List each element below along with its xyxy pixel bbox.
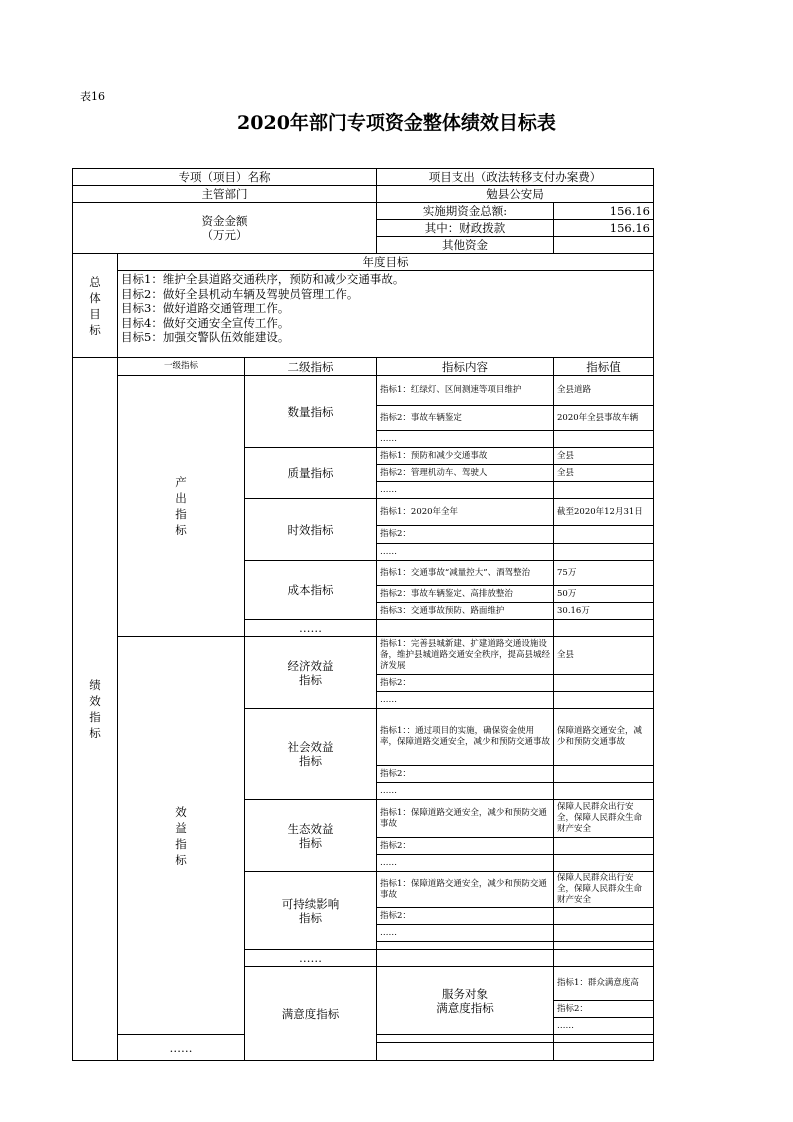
year-goal-label: 年度目标 [118,254,654,271]
indicator-value [554,1043,654,1061]
project-label: 专项（项目）名称 [73,169,377,186]
indicator-value [554,908,654,925]
indicator-content: 指标2： [377,675,554,692]
indicator-value: 2020年全县事故车辆 [554,406,654,431]
goal-item: 目标5：加强交警队伍效能建设。 [121,330,290,344]
fund-label-line2: （万元） [201,228,248,242]
indicator-value [554,620,654,637]
page-title: 2020年部门专项资金整体绩效目标表 [237,112,556,134]
output-more: …… [245,620,377,637]
dept-label: 主管部门 [73,186,377,203]
indicator-content [377,942,554,950]
indicator-content: …… [554,1018,654,1035]
indicator-content: …… [377,925,554,942]
indicator-value [554,526,654,544]
indicator-value [554,1035,654,1043]
goal-list [118,271,654,358]
indicator-value [554,431,654,448]
indicator-content: …… [377,783,554,800]
indicator-content: 指标2：管理机动车、驾驶人 [377,465,554,482]
indicator-value: 保障人民群众出行安全，保障人民群众生命财产安全 [554,872,654,908]
performance-table [72,168,654,1061]
indicator-value: 75万 [554,561,654,586]
indicator-content: 指标1：2020年全年 [377,499,554,526]
indicator-value [554,692,654,709]
total-value: 156.16 [554,203,654,220]
indicator-value [554,544,654,561]
sustainable-label: 可持续影响 指标 [245,872,377,950]
quantity-label: 数量指标 [245,376,377,448]
indicator-value [554,766,654,783]
finance-value: 156.16 [554,220,654,237]
goals-side-label: 总 体 目 标 [73,254,118,358]
satisfaction-label: 满意度指标 [245,967,377,1061]
timeliness-label: 时效指标 [245,499,377,561]
indicator-content: 指标1：保障道路交通安全，减少和预防交通事故 [377,800,554,838]
indicator-content [377,1043,554,1061]
goal-item: 目标1：维护全县道路交通秩序，预防和减少交通事故。 [121,272,405,286]
level1-header: 一级指标 [118,358,245,376]
indicator-content [377,950,554,967]
other-label: 其他资金 [377,237,554,254]
indicator-value: 全县 [554,637,654,675]
indicator-value: 保障人民群众出行安全，保障人民群众生命财产安全 [554,800,654,838]
indicator-content: 指标2： [377,908,554,925]
service-satisfaction-label: 服务对象 满意度指标 [377,967,554,1035]
satisfaction-more: …… [118,1035,245,1061]
goal-item: 目标2：做好全县机动车辆及驾驶员管理工作。 [121,286,359,301]
indicator-value [554,675,654,692]
benefit-more: …… [245,950,377,967]
content-header: 指标内容 [377,358,554,376]
table-number: 表16 [80,90,105,103]
indicator-value: 全县道路 [554,376,654,406]
indicator-content: 指标2： [377,838,554,855]
indicator-value: 全县 [554,465,654,482]
dept-value: 勉县公安局 [377,186,654,203]
indicator-content: 指标1：：通过项目的实施，确保资金使用率，保障道路交通安全，减少和预防交通事故 [377,709,554,766]
indicator-content: 指标1：完善县城新建、扩建道路交通设施设备，维护县城道路交通安全秩序，提高县城经济发展 [377,637,554,675]
level2-header: 二级指标 [245,358,377,376]
quality-label: 质量指标 [245,448,377,499]
indicator-content: …… [377,482,554,499]
indicator-content: 指标2： [377,526,554,544]
goal-item: 目标3：做好道路交通管理工作。 [121,301,290,315]
ecological-label: 生态效益 指标 [245,800,377,872]
fund-label [73,203,377,254]
indicator-content: 指标1：红绿灯、区间测速等项目维护 [377,376,554,406]
indicator-content [377,1035,554,1043]
indicator-content: 指标3：交通事故预防、路面维护 [377,603,554,620]
indicator-value [554,925,654,942]
indicator-value [554,950,654,967]
indicator-content: 指标2：事故车辆鉴定、高排放整治 [377,586,554,603]
indicator-value: 30.16万 [554,603,654,620]
indicator-content: 指标1：预防和减少交通事故 [377,448,554,465]
indicator-value: 保障道路交通安全，减少和预防交通事故 [554,709,654,766]
value-header: 指标值 [554,358,654,376]
indicator-value: 50万 [554,586,654,603]
indicator-content: 指标1：群众满意度高 [554,967,654,1001]
indicator-value: 截至2020年12月31日 [554,499,654,526]
total-label: 实施期资金总额: [377,203,554,220]
indicator-content: 指标2： [554,1001,654,1018]
finance-label: 其中：财政拨款 [377,220,554,237]
indicator-content: 指标2： [377,766,554,783]
other-value [554,237,654,254]
indicator-content [377,620,554,637]
indicator-content: …… [377,431,554,448]
indicator-content: …… [377,692,554,709]
project-value: 项目支出（政法转移支付办案费） [377,169,654,186]
indicator-value [554,838,654,855]
indicators-side-label: 绩 效 指 标 [73,358,118,1061]
cost-label: 成本指标 [245,561,377,620]
output-label: 产 出 指 标 [118,376,245,637]
indicator-content: 指标1：交通事故“减量控大”、酒驾整治 [377,561,554,586]
indicator-value [554,942,654,950]
indicator-value [554,482,654,499]
goal-item: 目标4：做好交通安全宣传工作。 [121,315,290,330]
indicator-content: 指标1：保障道路交通安全，减少和预防交通事故 [377,872,554,908]
indicator-value [554,783,654,800]
economic-label: 经济效益 指标 [245,637,377,709]
indicator-value: 全县 [554,448,654,465]
benefit-label: 效 益 指 标 [118,637,245,1035]
fund-label-line1: 资金金额 [201,214,248,228]
social-label: 社会效益 指标 [245,709,377,800]
indicator-content: …… [377,544,554,561]
indicator-content: …… [377,855,554,872]
indicator-value [554,855,654,872]
indicator-content: 指标2：事故车辆鉴定 [377,406,554,431]
